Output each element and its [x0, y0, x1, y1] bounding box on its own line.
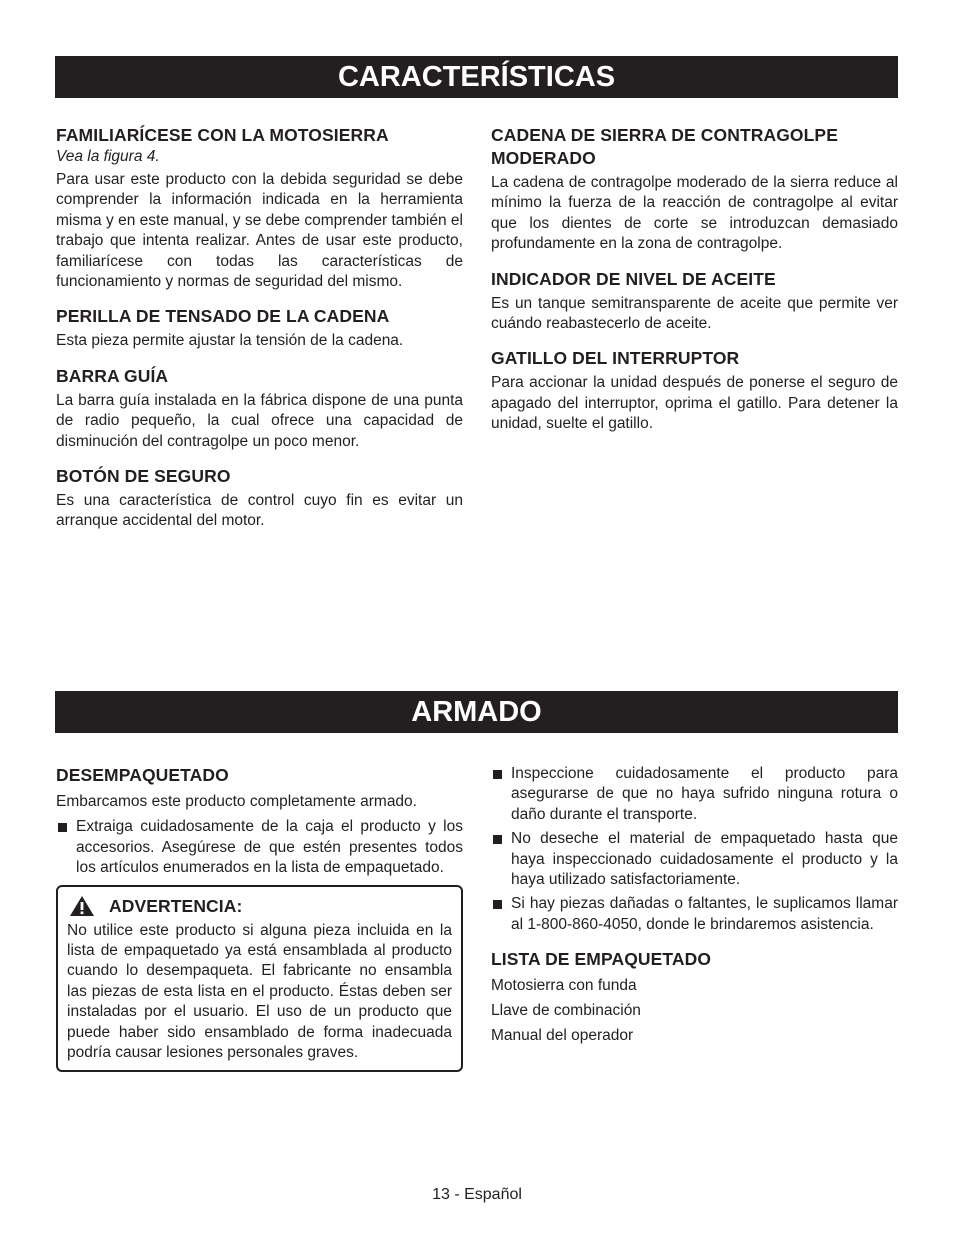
section-body: La barra guía instalada en la fábrica dispone de una punta de radio pequeño, la cual ofrece una capacidad de disminución del contragolpe un poco menor. — [56, 391, 463, 450]
warning-heading: ADVERTENCIA: — [109, 895, 243, 916]
boton-seguro-section — [56, 465, 463, 532]
desempaquetado-intro: Embarcamos este producto completamente armado. — [56, 793, 417, 810]
section-heading: INDICADOR DE NIVEL DE ACEITE — [491, 268, 776, 289]
warning-header — [67, 895, 452, 918]
desempaquetado-heading: DESEMPAQUETADO — [56, 765, 229, 785]
figure-reference: Vea la figura 4. — [56, 148, 160, 165]
section-heading: BARRA GUÍA — [56, 365, 169, 386]
caracteristicas-right-column — [491, 124, 898, 448]
warning-body: No utilice este producto si alguna pieza incluida en la lista de empaquetado ya está ensamblada al producto cuando lo desempaqueta. El fabricante no ensambla las piezas de esta lista en el producto. Éstas deben ser instaladas por el usuario. El uso de un producto que puede haber sido ensamblado de forma inadecuada podría causar lesiones personales graves. — [67, 921, 452, 1062]
list-item-text: Si hay piezas dañadas o faltantes, le suplicamos llamar al 1-800-860-4050, donde le brindaremos asistencia. — [511, 895, 898, 933]
lista-empaquetado-heading: LISTA DE EMPAQUETADO — [491, 949, 712, 970]
page-footer: 13 - Español — [432, 1186, 522, 1203]
section-heading: FAMILIARÍCESE CON LA MOTOSIERRA — [56, 125, 389, 145]
packing-item: Motosierra con funda — [491, 977, 637, 995]
armado-left-column — [56, 764, 463, 1072]
section-heading: GATILLO DEL INTERRUPTOR — [491, 348, 740, 369]
cadena-section — [491, 124, 898, 255]
square-bullet-icon — [58, 823, 67, 832]
square-bullet-icon — [493, 835, 502, 844]
list-item-text: Inspeccione cuidadosamente el producto para asegurarse de que no haya sufrido ninguna rotura o daño durante el transporte. — [511, 765, 898, 823]
barra-guia-section — [56, 365, 463, 452]
gatillo-section — [491, 347, 898, 434]
section-heading: PERILLA DE TENSADO DE LA CADENA — [56, 306, 390, 327]
list-item — [56, 817, 463, 878]
warning-box — [56, 885, 463, 1073]
list-item — [491, 829, 898, 890]
desempaquetado-list-continued — [491, 764, 898, 935]
section-body: Es un tanque semitransparente de aceite que permite ver cuándo reabastecerlo de aceite. — [491, 294, 898, 333]
caracteristicas-banner: CARACTERÍSTICAS — [55, 56, 898, 98]
section-body: Esta pieza permite ajustar la tensión de la cadena. — [56, 332, 404, 350]
perilla-section — [56, 305, 463, 351]
section-body: Para usar este producto con la debida seguridad se debe comprender la información indicada en la herramienta misma y en este manual, y se debe comprender también el trabajo que intenta realizar. Antes de usar este producto, familiarícese con todas las características de funcionamiento y normas de seguridad del mismo. — [56, 171, 463, 291]
packing-item: Llave de combinación — [491, 1002, 641, 1020]
list-item-text: Extraiga cuidadosamente de la caja el producto y los accesorios. Asegúrese de que estén presentes todos los artículos enumerados en la lista de empaquetado. — [76, 818, 463, 877]
square-bullet-icon — [493, 900, 502, 909]
square-bullet-icon — [493, 770, 502, 779]
section-heading: BOTÓN DE SEGURO — [56, 466, 231, 487]
warning-triangle-icon — [69, 895, 95, 917]
armado-banner: ARMADO — [55, 691, 898, 733]
section-body: Para accionar la unidad después de ponerse el seguro de apagado del interruptor, oprima el gatillo. Para detener la unidad, suelte el gatillo. — [491, 374, 898, 433]
section-heading: CADENA DE SIERRA DE CONTRAGOLPE MODERADO — [491, 125, 838, 168]
section-body: Es una característica de control cuyo fin es evitar un arranque accidental del motor. — [56, 492, 463, 530]
list-item-text: No deseche el material de empaquetado hasta que haya inspeccionado cuidadosamente el producto y la haya utilizado satisfactoriamente. — [511, 830, 898, 889]
packing-item: Manual del operador — [491, 1027, 634, 1045]
familiaricese-section — [56, 124, 463, 292]
section-body: La cadena de contragolpe moderado de la sierra reduce al mínimo la fuerza de la reacción de contragolpe al evitar que los dientes de corte se introduzcan demasiado profundamente en la zona de contragolpe. — [491, 174, 898, 253]
desempaquetado-list — [56, 817, 463, 878]
list-item — [491, 894, 898, 935]
caracteristicas-left-column — [56, 124, 463, 545]
armado-right-column — [491, 764, 898, 1051]
indicador-aceite-section — [491, 268, 898, 335]
list-item — [491, 764, 898, 825]
